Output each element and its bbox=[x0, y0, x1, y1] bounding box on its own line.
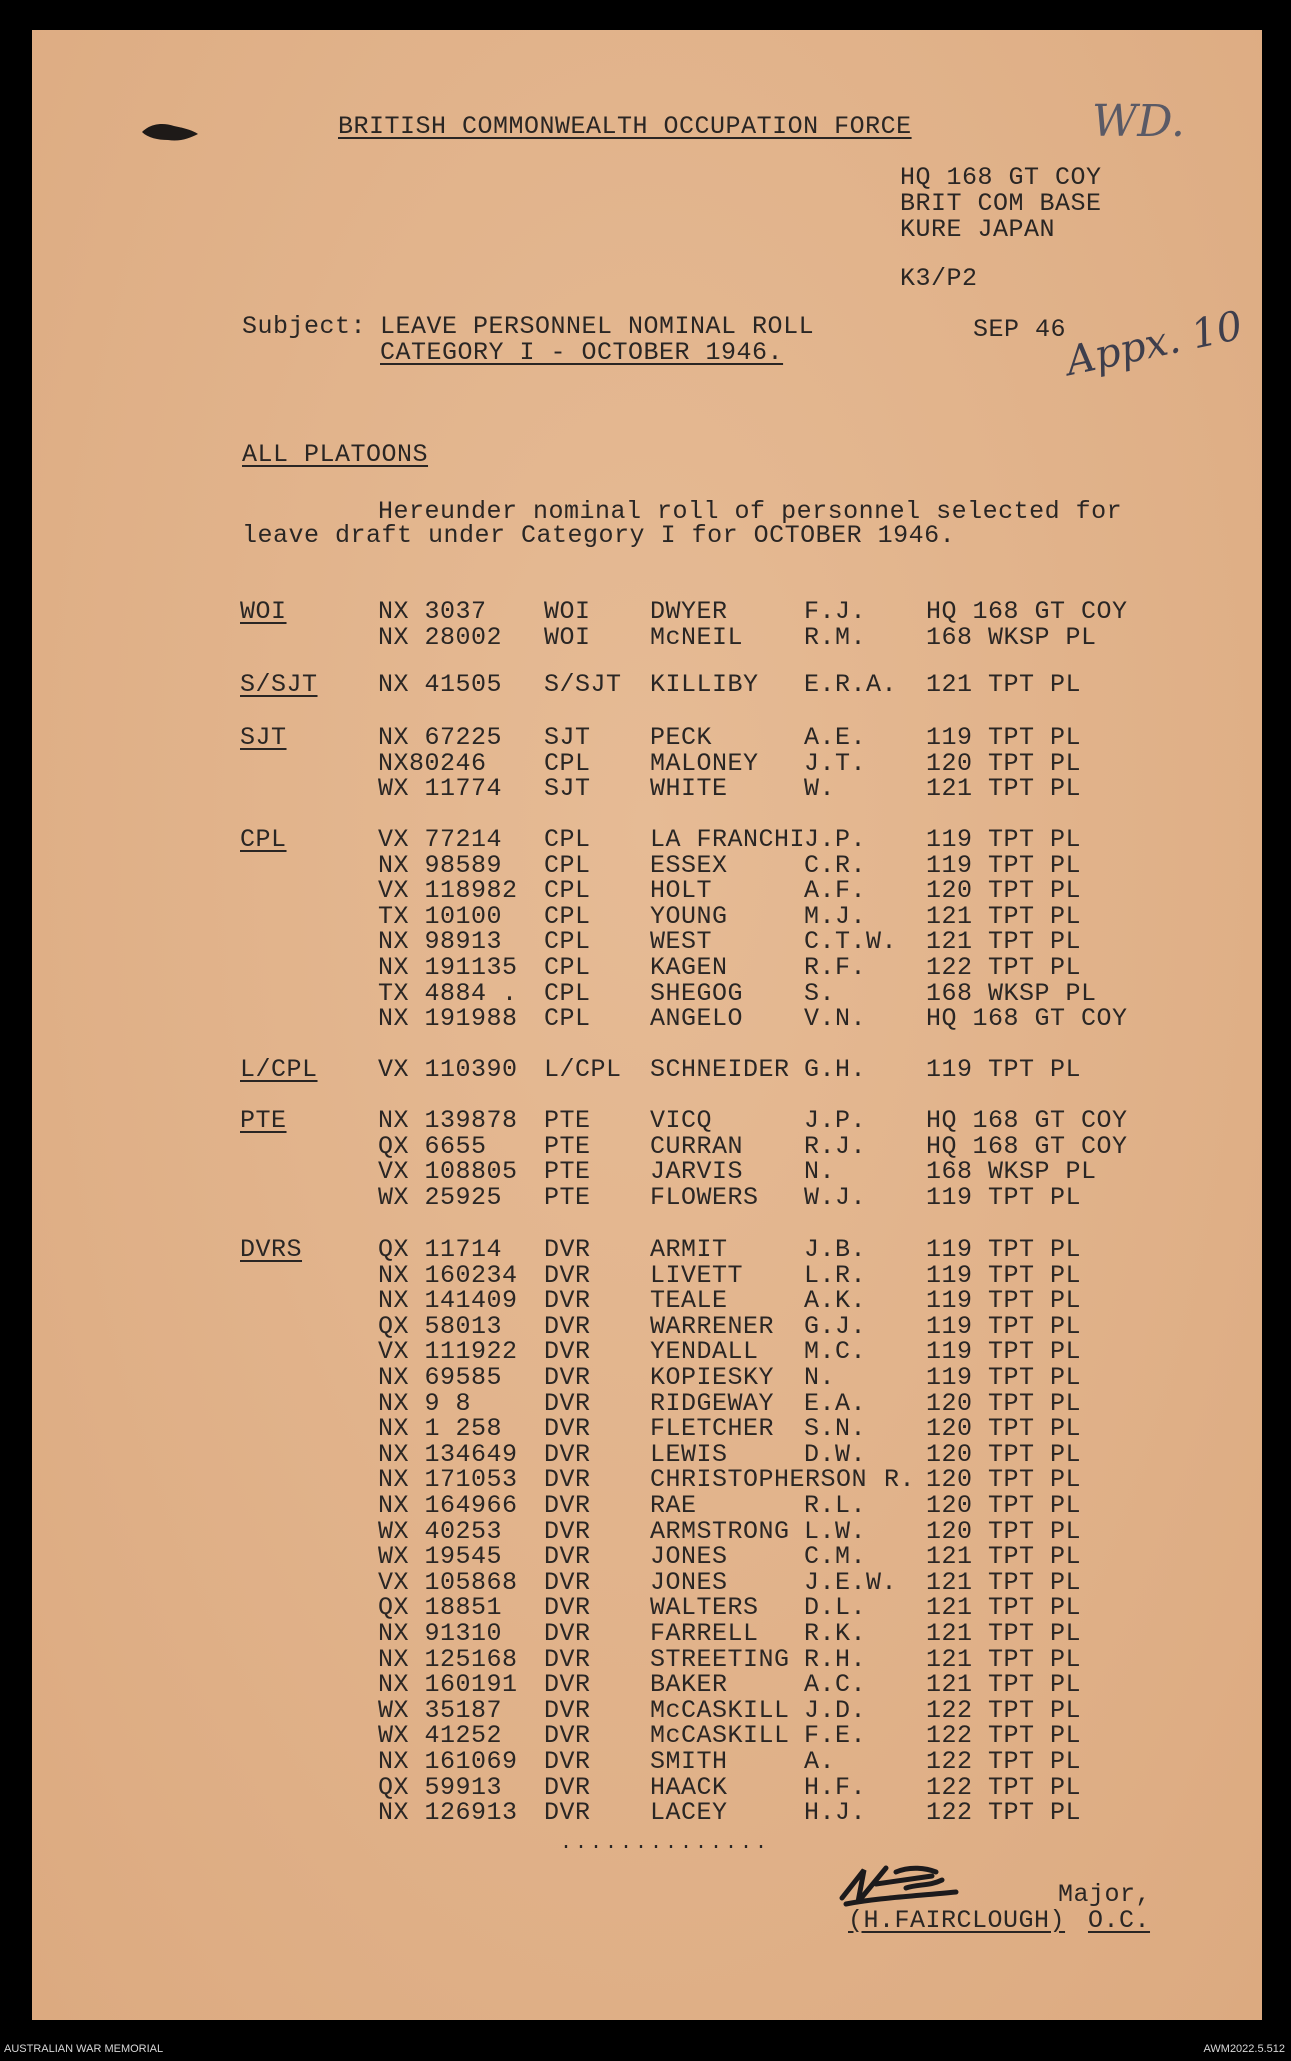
service-number: VX 77214 bbox=[378, 825, 503, 854]
unit: 122 TPT PL bbox=[926, 1695, 1082, 1725]
subject-label: Subject: bbox=[242, 312, 367, 341]
rank: DVR bbox=[544, 1695, 591, 1725]
rank: DVR bbox=[544, 1363, 591, 1392]
rank: DVR bbox=[544, 1286, 591, 1316]
service-number: NX 28002 bbox=[378, 622, 503, 652]
unit: 119 TPT PL bbox=[926, 1363, 1082, 1392]
section-heading: ALL PLATOONS bbox=[242, 440, 429, 469]
unit: 119 TPT PL bbox=[926, 825, 1082, 854]
rank: PTE bbox=[544, 1157, 591, 1187]
initials: E.A. bbox=[804, 1388, 867, 1418]
rank: CPL bbox=[544, 825, 591, 854]
service-number: WX 40253 bbox=[378, 1516, 503, 1546]
unit: 122 TPT PL bbox=[926, 1772, 1082, 1802]
unit: 119 TPT PL bbox=[926, 1286, 1082, 1316]
footer-archive: AUSTRALIAN WAR MEMORIAL bbox=[4, 2043, 164, 2055]
surname: WARRENER bbox=[650, 1311, 775, 1341]
service-number: WX 11774 bbox=[378, 774, 503, 804]
service-number: NX 191988 bbox=[378, 1004, 518, 1034]
closing-dots: .............. bbox=[560, 1832, 771, 1855]
unit: 122 TPT PL bbox=[926, 1798, 1082, 1828]
surname: ANGELO bbox=[650, 1004, 744, 1034]
unit: 120 TPT PL bbox=[926, 1414, 1082, 1444]
initials: J.E.W. bbox=[804, 1567, 898, 1597]
address-line-3: KURE JAPAN bbox=[900, 215, 1056, 244]
initials: M.J. bbox=[804, 901, 867, 931]
surname: McCASKILL bbox=[650, 1695, 790, 1725]
surname: TEALE bbox=[650, 1286, 728, 1316]
group-label: PTE bbox=[240, 1106, 287, 1135]
service-number: NX 161069 bbox=[378, 1747, 518, 1776]
initials: S.N. bbox=[804, 1414, 867, 1444]
group-label: CPL bbox=[240, 825, 287, 854]
service-number: WX 25925 bbox=[378, 1182, 503, 1212]
rank: DVR bbox=[544, 1235, 591, 1264]
surname: LIVETT bbox=[650, 1260, 744, 1290]
surname: CHRISTOPHERSON bbox=[650, 1465, 868, 1495]
surname: KOPIESKY bbox=[650, 1363, 775, 1392]
initials: W.J. bbox=[804, 1182, 867, 1212]
service-number: WX 35187 bbox=[378, 1695, 503, 1725]
initials: A.K. bbox=[804, 1286, 867, 1316]
surname: HAACK bbox=[650, 1772, 728, 1802]
rank: CPL bbox=[544, 901, 591, 931]
initials: S. bbox=[804, 978, 836, 1008]
surname: ARMSTRONG bbox=[650, 1516, 790, 1546]
unit: 121 TPT PL bbox=[926, 1593, 1082, 1623]
service-number: NX 98913 bbox=[378, 927, 503, 957]
rank: DVR bbox=[544, 1414, 591, 1444]
rank: DVR bbox=[544, 1772, 591, 1802]
surname: FARRELL bbox=[650, 1619, 759, 1648]
initials: J.D. bbox=[804, 1695, 867, 1725]
unit: 120 TPT PL bbox=[926, 1439, 1082, 1469]
service-number: NX 9 8 bbox=[378, 1388, 472, 1418]
rank: L/CPL bbox=[544, 1055, 622, 1084]
initials: H.F. bbox=[804, 1772, 867, 1802]
surname: KILLIBY bbox=[650, 670, 759, 699]
unit: 119 TPT PL bbox=[926, 723, 1082, 752]
signatory-name: (H.FAIRCLOUGH) bbox=[848, 1906, 1066, 1935]
service-number: WX 19545 bbox=[378, 1542, 503, 1572]
surname: JONES bbox=[650, 1567, 728, 1597]
unit: 120 TPT PL bbox=[926, 1388, 1082, 1418]
initials: V.N. bbox=[804, 1004, 867, 1034]
rank: CPL bbox=[544, 876, 591, 906]
group-label: S/SJT bbox=[240, 670, 318, 699]
rank: CPL bbox=[544, 748, 591, 778]
rank: SJT bbox=[544, 774, 591, 804]
service-number: NX80246 bbox=[378, 748, 487, 778]
unit: HQ 168 GT COY bbox=[926, 1131, 1128, 1161]
initials: D.L. bbox=[804, 1593, 867, 1623]
surname: SCHNEIDER bbox=[650, 1055, 790, 1084]
unit: 120 TPT PL bbox=[926, 1516, 1082, 1546]
service-number: NX 160234 bbox=[378, 1260, 518, 1290]
intro-line-1: Hereunder nominal roll of personnel selected for bbox=[378, 497, 1123, 526]
rank: DVR bbox=[544, 1721, 591, 1751]
initials: J.P. bbox=[804, 825, 867, 854]
rank: CPL bbox=[544, 953, 591, 982]
initials: G.H. bbox=[804, 1055, 867, 1084]
service-number: NX 141409 bbox=[378, 1286, 518, 1316]
rank: CPL bbox=[544, 927, 591, 957]
service-number: NX 98589 bbox=[378, 850, 503, 880]
surname: YENDALL bbox=[650, 1337, 759, 1367]
initials: R. bbox=[884, 1465, 916, 1495]
service-number: VX 110390 bbox=[378, 1055, 518, 1084]
service-number: WX 41252 bbox=[378, 1721, 503, 1751]
handwritten-wd: WD. bbox=[1092, 96, 1185, 147]
unit: 122 TPT PL bbox=[926, 953, 1082, 982]
rank: DVR bbox=[544, 1311, 591, 1341]
service-number: NX 191135 bbox=[378, 953, 518, 982]
surname: CURRAN bbox=[650, 1131, 744, 1161]
surname: McCASKILL bbox=[650, 1721, 790, 1751]
unit: 122 TPT PL bbox=[926, 1721, 1082, 1751]
initials: F.J. bbox=[804, 597, 867, 626]
rank: DVR bbox=[544, 1491, 591, 1520]
surname: SMITH bbox=[650, 1747, 728, 1776]
surname: ARMIT bbox=[650, 1235, 728, 1264]
initials: N. bbox=[804, 1363, 836, 1392]
unit: 119 TPT PL bbox=[926, 1182, 1082, 1212]
group-label: L/CPL bbox=[240, 1055, 318, 1084]
surname: DWYER bbox=[650, 597, 728, 626]
initials: J.B. bbox=[804, 1235, 867, 1264]
initials: R.F. bbox=[804, 953, 867, 982]
address-line-2: BRIT COM BASE bbox=[900, 189, 1102, 218]
signatory-appointment: O.C. bbox=[1088, 1906, 1151, 1935]
surname: KAGEN bbox=[650, 953, 728, 982]
initials: R.K. bbox=[804, 1619, 867, 1648]
unit: 121 TPT PL bbox=[926, 1619, 1082, 1648]
initials: H.J. bbox=[804, 1798, 867, 1828]
service-number: NX 41505 bbox=[378, 670, 503, 699]
initials: R.L. bbox=[804, 1491, 867, 1520]
unit: 119 TPT PL bbox=[926, 1235, 1082, 1264]
rank: PTE bbox=[544, 1106, 591, 1135]
rank: DVR bbox=[544, 1567, 591, 1597]
surname: WALTERS bbox=[650, 1593, 759, 1623]
surname: JARVIS bbox=[650, 1157, 744, 1187]
rank: DVR bbox=[544, 1747, 591, 1776]
unit: 121 TPT PL bbox=[926, 927, 1082, 957]
group-label: SJT bbox=[240, 723, 287, 752]
surname: LACEY bbox=[650, 1798, 728, 1828]
initials: A.E. bbox=[804, 723, 867, 752]
service-number: NX 3037 bbox=[378, 597, 487, 626]
unit: 121 TPT PL bbox=[926, 1567, 1082, 1597]
unit: HQ 168 GT COY bbox=[926, 1106, 1128, 1135]
rank: DVR bbox=[544, 1465, 591, 1495]
unit: 119 TPT PL bbox=[926, 1260, 1082, 1290]
surname: MALONEY bbox=[650, 748, 759, 778]
rank: DVR bbox=[544, 1439, 591, 1469]
initials: C.M. bbox=[804, 1542, 867, 1572]
service-number: VX 108805 bbox=[378, 1157, 518, 1187]
service-number: NX 69585 bbox=[378, 1363, 503, 1392]
intro-line-2: leave draft under Category I for OCTOBER 1946. bbox=[242, 521, 956, 550]
service-number: QX 11714 bbox=[378, 1235, 503, 1264]
subject-line-1: LEAVE PERSONNEL NOMINAL ROLL bbox=[380, 312, 815, 341]
unit: 168 WKSP PL bbox=[926, 1157, 1097, 1187]
surname: FLETCHER bbox=[650, 1414, 775, 1444]
surname: RIDGEWAY bbox=[650, 1388, 775, 1418]
service-number: TX 10100 bbox=[378, 901, 503, 931]
service-number: NX 171053 bbox=[378, 1465, 518, 1495]
unit: 168 WKSP PL bbox=[926, 978, 1097, 1008]
surname: SHEGOG bbox=[650, 978, 744, 1008]
surname: BAKER bbox=[650, 1670, 728, 1700]
rank: DVR bbox=[544, 1542, 591, 1572]
service-number: VX 111922 bbox=[378, 1337, 518, 1367]
rank: CPL bbox=[544, 1004, 591, 1034]
surname: YOUNG bbox=[650, 901, 728, 931]
initials: A. bbox=[804, 1747, 836, 1776]
rank: SJT bbox=[544, 723, 591, 752]
unit: 121 TPT PL bbox=[926, 1670, 1082, 1700]
rank: CPL bbox=[544, 850, 591, 880]
service-number: QX 58013 bbox=[378, 1311, 503, 1341]
surname: RAE bbox=[650, 1491, 697, 1520]
surname: LEWIS bbox=[650, 1439, 728, 1469]
unit: 119 TPT PL bbox=[926, 1311, 1082, 1341]
surname: VICQ bbox=[650, 1106, 713, 1135]
initials: A.C. bbox=[804, 1670, 867, 1700]
rank: PTE bbox=[544, 1131, 591, 1161]
surname: FLOWERS bbox=[650, 1182, 759, 1212]
address-line-1: HQ 168 GT COY bbox=[900, 163, 1102, 192]
document-date: SEP 46 bbox=[973, 315, 1067, 344]
surname: LA FRANCHI bbox=[650, 825, 806, 854]
initials: R.M. bbox=[804, 622, 867, 652]
rank: DVR bbox=[544, 1798, 591, 1828]
initials: C.R. bbox=[804, 850, 867, 880]
surname: JONES bbox=[650, 1542, 728, 1572]
rank: DVR bbox=[544, 1388, 591, 1418]
service-number: QX 18851 bbox=[378, 1593, 503, 1623]
rank: DVR bbox=[544, 1644, 591, 1674]
surname: STREETING bbox=[650, 1644, 790, 1674]
rank: DVR bbox=[544, 1260, 591, 1290]
surname: WHITE bbox=[650, 774, 728, 804]
initials: L.R. bbox=[804, 1260, 867, 1290]
signatory-rank: Major, bbox=[1058, 1880, 1152, 1909]
unit: 121 TPT PL bbox=[926, 774, 1082, 804]
initials: R.H. bbox=[804, 1644, 867, 1674]
surname: HOLT bbox=[650, 876, 713, 906]
initials: N. bbox=[804, 1157, 836, 1187]
signature-scrawl bbox=[836, 1858, 976, 1910]
service-number: NX 1 258 bbox=[378, 1414, 503, 1444]
rank: PTE bbox=[544, 1182, 591, 1212]
rank: DVR bbox=[544, 1670, 591, 1700]
rank: DVR bbox=[544, 1593, 591, 1623]
unit: 121 TPT PL bbox=[926, 901, 1082, 931]
initials: D.W. bbox=[804, 1439, 867, 1469]
service-number: QX 59913 bbox=[378, 1772, 503, 1802]
unit: 119 TPT PL bbox=[926, 850, 1082, 880]
handwritten-appendix: Appx. 10 bbox=[1062, 302, 1247, 385]
rank: DVR bbox=[544, 1619, 591, 1648]
rank: DVR bbox=[544, 1337, 591, 1367]
unit: 120 TPT PL bbox=[926, 748, 1082, 778]
service-number: TX 4884 . bbox=[378, 978, 518, 1008]
initials: F.E. bbox=[804, 1721, 867, 1751]
footer-accession: AWM2022.5.512 bbox=[1203, 2043, 1285, 2055]
document-title: BRITISH COMMONWEALTH OCCUPATION FORCE bbox=[338, 112, 912, 141]
service-number: NX 160191 bbox=[378, 1670, 518, 1700]
reference-number: K3/P2 bbox=[900, 264, 978, 293]
initials: E.R.A. bbox=[804, 670, 898, 699]
rank: WOI bbox=[544, 622, 591, 652]
group-label: WOI bbox=[240, 597, 287, 626]
initials: L.W. bbox=[804, 1516, 867, 1546]
rank: CPL bbox=[544, 978, 591, 1008]
surname: ESSEX bbox=[650, 850, 728, 880]
unit: 119 TPT PL bbox=[926, 1337, 1082, 1367]
unit: 121 TPT PL bbox=[926, 1542, 1082, 1572]
service-number: NX 125168 bbox=[378, 1644, 518, 1674]
unit: 121 TPT PL bbox=[926, 670, 1082, 699]
service-number: NX 134649 bbox=[378, 1439, 518, 1469]
service-number: NX 67225 bbox=[378, 723, 503, 752]
group-label: DVRS bbox=[240, 1235, 303, 1264]
initials: R.J. bbox=[804, 1131, 867, 1161]
initials: J.T. bbox=[804, 748, 867, 778]
initials: M.C. bbox=[804, 1337, 867, 1367]
subject-line-2: CATEGORY I - OCTOBER 1946. bbox=[380, 338, 784, 367]
initials: W. bbox=[804, 774, 836, 804]
service-number: NX 164966 bbox=[378, 1491, 518, 1520]
initials: G.J. bbox=[804, 1311, 867, 1341]
unit: HQ 168 GT COY bbox=[926, 1004, 1128, 1034]
service-number: QX 6655 bbox=[378, 1131, 487, 1161]
ink-blot bbox=[140, 118, 200, 148]
initials: J.P. bbox=[804, 1106, 867, 1135]
service-number: NX 126913 bbox=[378, 1798, 518, 1828]
service-number: VX 118982 bbox=[378, 876, 518, 906]
unit: 121 TPT PL bbox=[926, 1644, 1082, 1674]
surname: WEST bbox=[650, 927, 713, 957]
service-number: NX 91310 bbox=[378, 1619, 503, 1648]
surname: PECK bbox=[650, 723, 713, 752]
rank: WOI bbox=[544, 597, 591, 626]
unit: 168 WKSP PL bbox=[926, 622, 1097, 652]
rank: DVR bbox=[544, 1516, 591, 1546]
unit: 120 TPT PL bbox=[926, 876, 1082, 906]
unit: 120 TPT PL bbox=[926, 1465, 1082, 1495]
surname: McNEIL bbox=[650, 622, 744, 652]
initials: A.F. bbox=[804, 876, 867, 906]
service-number: NX 139878 bbox=[378, 1106, 518, 1135]
unit: 122 TPT PL bbox=[926, 1747, 1082, 1776]
unit: HQ 168 GT COY bbox=[926, 597, 1128, 626]
unit: 119 TPT PL bbox=[926, 1055, 1082, 1084]
service-number: VX 105868 bbox=[378, 1567, 518, 1597]
initials: C.T.W. bbox=[804, 927, 898, 957]
rank: S/SJT bbox=[544, 670, 622, 699]
unit: 120 TPT PL bbox=[926, 1491, 1082, 1520]
